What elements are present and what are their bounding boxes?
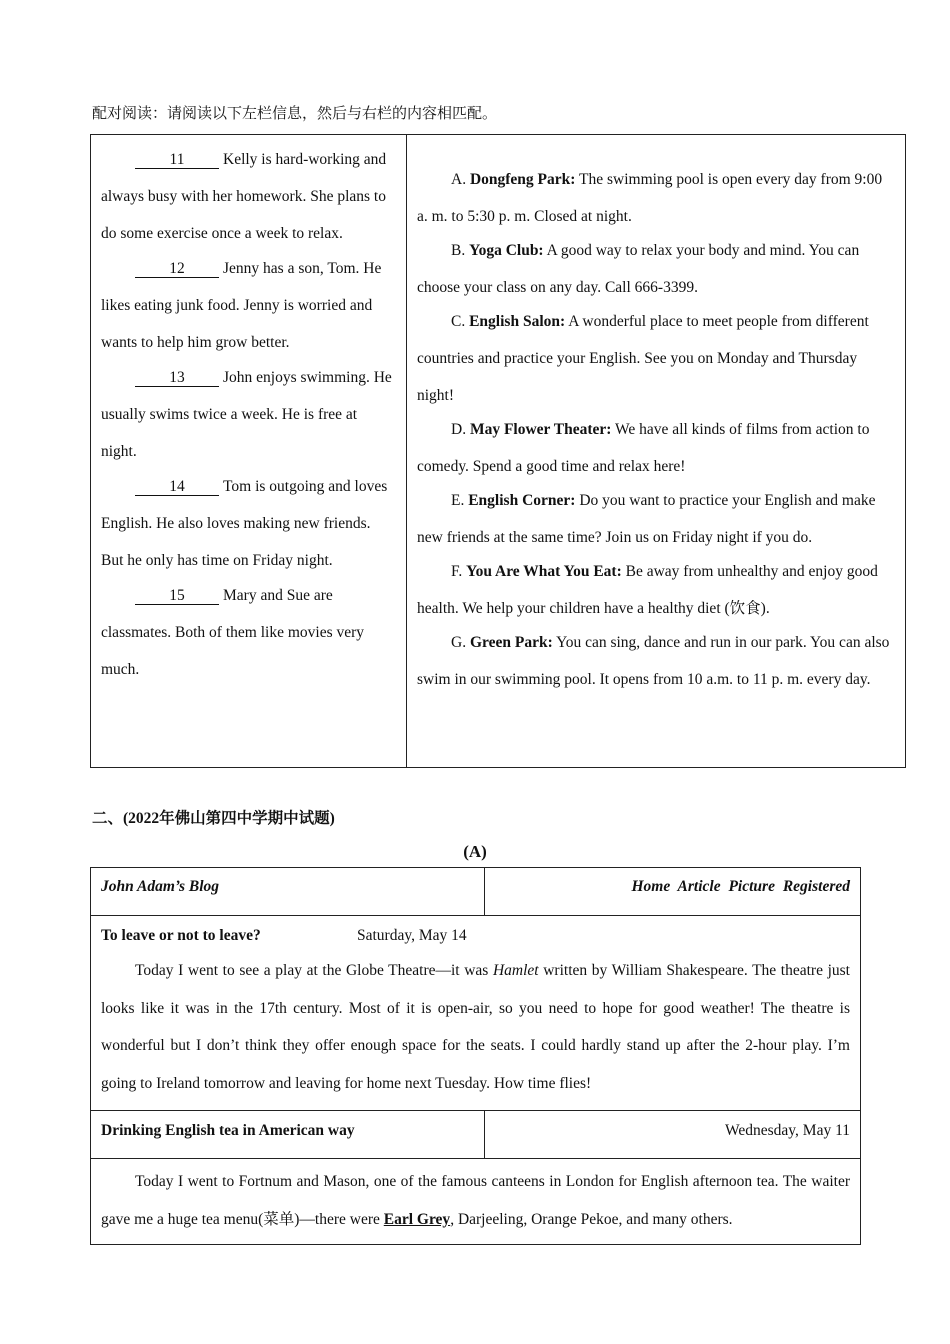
person-item [101,250,396,361]
post-date: Wednesday, May 11 [724,1122,850,1139]
answer-blank[interactable]: 14 [135,479,219,496]
option-name: Yoga Club: [469,242,544,259]
column-divider [484,1111,485,1158]
person-text: Kelly is hard-working and always busy with her homework. She plans to do some exercise once a week to relax. [101,151,387,242]
people-column [91,135,407,767]
post-body: Today I went to Fortnum and Mason, one of the famous canteens in London for English afternoon tea. The waiter gave me a huge tea menu(菜单)—there were Earl Grey, Darjeeling, Orange Pekoe, and many others. [101,1173,850,1228]
person-item [101,468,396,579]
post-2-header [91,1111,860,1159]
options-column [407,135,905,767]
option-name: May Flower Theater: [469,421,612,438]
person-text: John enjoys swimming. He usually swims twice a week. He is free at night. [101,369,392,460]
person-text: Tom is outgoing and loves English. He also loves making new friends. But he only has time on Friday night. [101,478,388,569]
blog-nav: Home Article Picture Registered [631,878,850,895]
answer-blank[interactable]: 11 [135,152,219,169]
option-item: B. Yoga Club: A good way to relax your body and mind. You can choose your class on any day. Call 666-3399. [417,242,860,296]
option-item: E. English Corner: Do you want to practice your English and make new friends at the same time? Join us on Friday night if you do. [417,492,876,546]
option-item: D. May Flower Theater: We have all kinds of films from action to comedy. Spend a good time and relax here! [417,421,870,475]
blog-header-row [91,868,860,916]
option-item: F. You Are What You Eat: Be away from unhealthy and enjoy good health. We help your children have a healthy diet (饮食). [417,563,878,617]
option-name: English Corner: [468,492,576,509]
answer-blank[interactable]: 15 [135,588,219,605]
person-item [101,577,396,688]
matching-table [90,134,906,768]
instruction-text: 配对阅读：请阅读以下左栏信息，然后与右栏的内容相匹配。 [92,106,498,122]
post-title: To leave or not to leave? [101,927,261,944]
section-heading: 二、(2022年佛山第四中学期中试题) [92,810,335,827]
play-title: Hamlet [492,962,539,979]
post-title: Drinking English tea in American way [101,1122,355,1139]
answer-blank[interactable]: 13 [135,370,219,387]
person-text: Mary and Sue are classmates. Both of them like movies very much. [101,587,365,678]
underlined-term: Earl Grey [383,1210,451,1228]
option-item: C. English Salon: A wonderful place to meet people from different countries and practice your English. See you on Monday and Thursday night! [417,313,869,404]
post-body: Today I went to see a play at the Globe Theatre—it was Hamlet written by William Shakespeare. The theatre just looks like it was in the 17th century. Most of it is open-air, so you need to hope for good weather! The theatre is wonderful but I don’t think they offer enough space for the seats. I could hardly stand up after the 2-hour play. I’m going to Ireland tomorrow and leaving for home next Tuesday. How time flies! [101,962,850,1092]
option-name: Green Park: [469,634,553,651]
blog-table [90,867,861,1245]
person-item [101,141,396,252]
option-name: You Are What You Eat: [466,563,622,580]
passage-label: (A) [463,842,487,861]
person-text: Jenny has a son, Tom. He likes eating junk food. Jenny is worried and wants to help him grow better. [101,260,382,351]
column-divider [484,868,485,915]
post-2-body-row [91,1159,860,1244]
option-name: English Salon: [469,313,566,330]
option-item: G. Green Park: You can sing, dance and run in our park. You can also swim in our swimming pool. It opens from 10 a.m. to 11 p. m. every day. [417,634,890,688]
option-item: A. Dongfeng Park: The swimming pool is open every day from 9:00 a. m. to 5:30 p. m. Closed at night. [417,171,883,225]
answer-blank[interactable]: 12 [135,261,219,278]
post-1 [91,916,860,1111]
blog-title: John Adam’s Blog [101,878,219,895]
post-date: Saturday, May 14 [357,927,467,944]
person-item [101,359,396,470]
option-name: Dongfeng Park: [469,171,576,188]
